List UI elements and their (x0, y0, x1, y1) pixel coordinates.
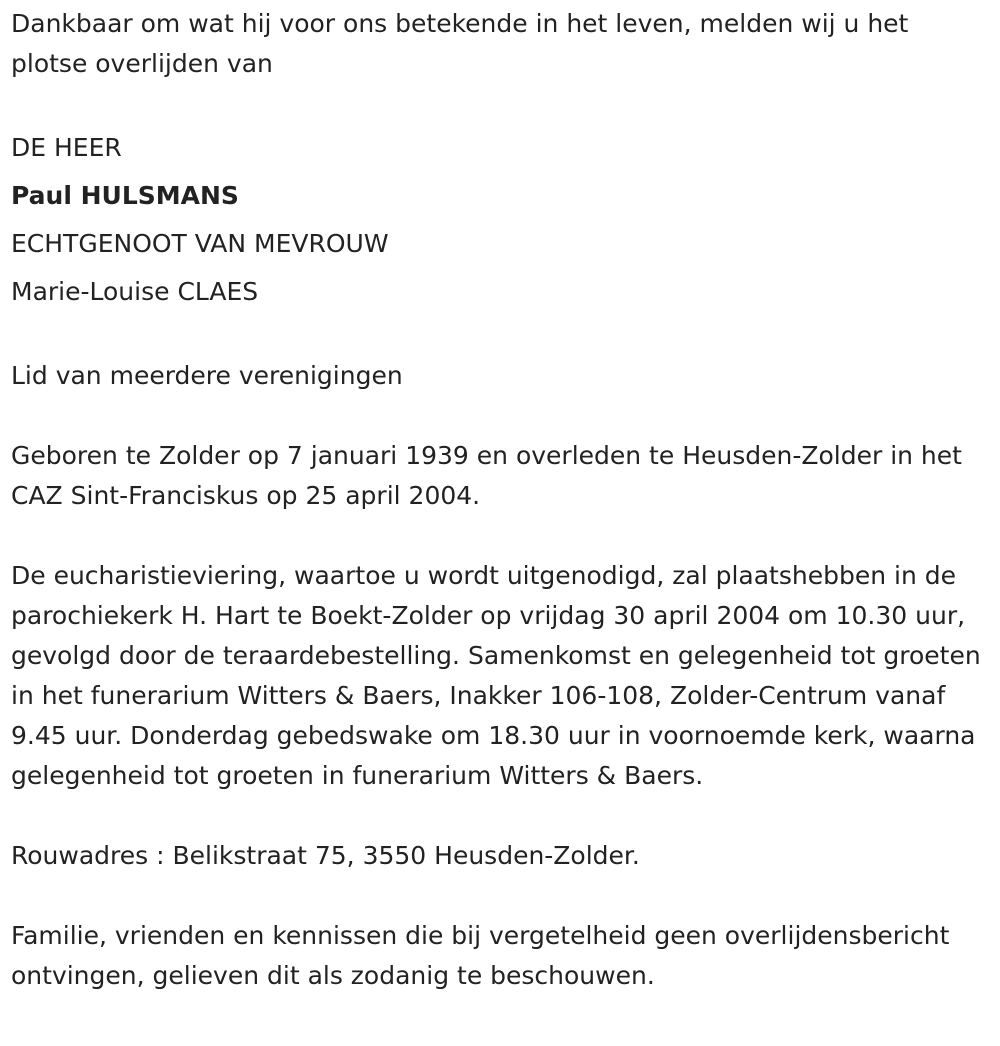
spacer (11, 516, 991, 556)
ceremony-text: De eucharistieviering, waartoe u wordt uitgenodigd, zal plaatshebben in de parochiekerk H. Hart te Boekt-Zolder op vrijdag 30 april 2004 om 10.30 uur, gevolgd door de teraardebestelling. Samenkomst en gelegenheid tot groeten in het funerarium Witters & Baers, Inakker 106-108, Zolder-Centrum vanaf 9.45 uur. Donderdag gebedswake om 18.30 uur in voornoemde kerk, waarna gelegenheid tot groeten in funerarium Witters & Baers. (11, 561, 981, 790)
intro-text: Dankbaar om wat hij voor ons betekende in het leven, melden wij u het plotse overlijden van (11, 9, 909, 78)
spacer (11, 316, 991, 356)
address-text: Rouwadres : Belikstraat 75, 3550 Heusden-Zolder. (11, 841, 640, 870)
closing-text: Familie, vrienden en kennissen die bij vergetelheid geen overlijdensbericht ontvingen, gelieven dit als zodanig te beschouwen. (11, 921, 950, 990)
spacer (11, 84, 991, 124)
spouse-name: Marie-Louise CLAES (11, 277, 259, 306)
spacer (11, 796, 991, 836)
birth-death-text: Geboren te Zolder op 7 januari 1939 en overleden te Heusden-Zolder in het CAZ Sint-Franciskus op 25 april 2004. (11, 441, 962, 510)
relation-text: ECHTGENOOT VAN MEVROUW (11, 229, 389, 258)
obituary-notice (11, 4, 991, 996)
spacer (11, 396, 991, 436)
deceased-name: Paul HULSMANS (11, 181, 239, 210)
title-prefix: DE HEER (11, 133, 122, 162)
deceased-block (11, 124, 991, 316)
spacer (11, 876, 991, 916)
membership-text: Lid van meerdere verenigingen (11, 361, 403, 390)
